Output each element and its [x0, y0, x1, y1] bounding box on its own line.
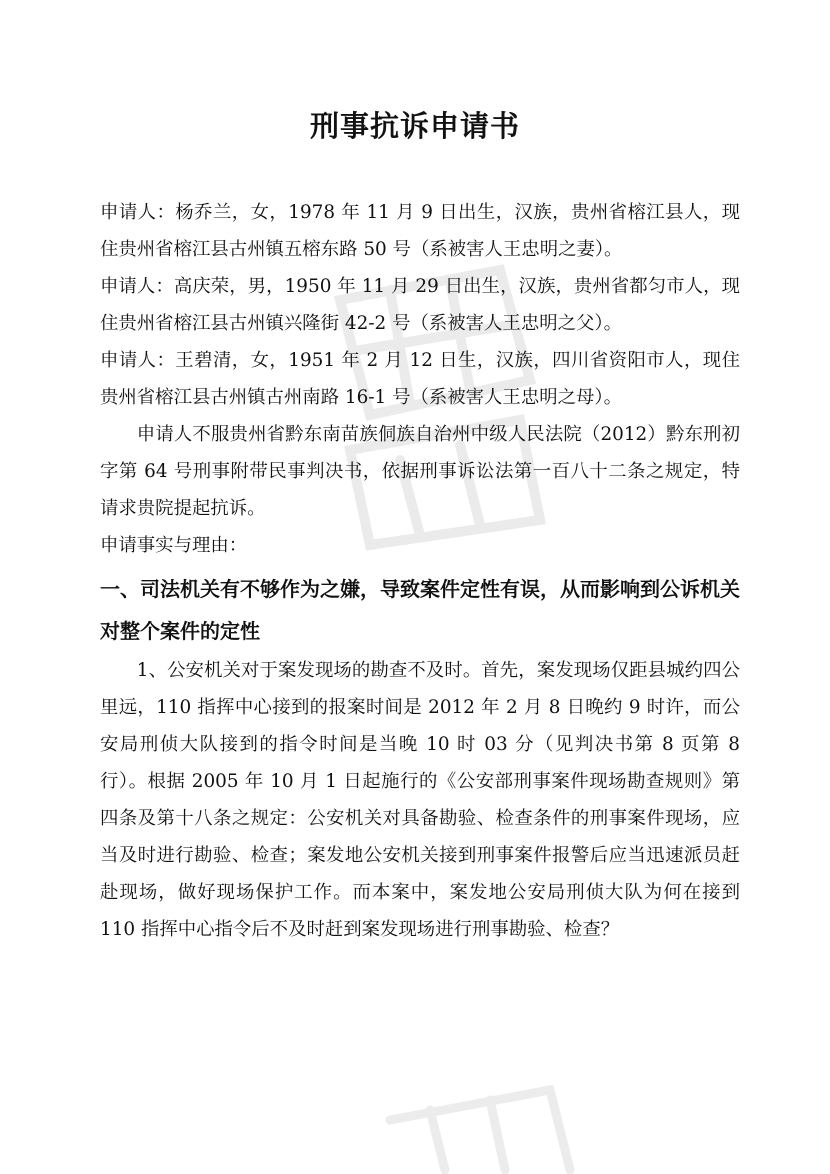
document-title: 刑事抗诉申请书: [309, 109, 520, 143]
request-paragraph: 申请人不服贵州省黔东南苗族侗族自治州中级人民法院（2012）黔东刑初字第 64 号刑事附带民事判决书，依据刑事诉讼法第一百八十二条之规定，特请求贵院提起抗诉。: [100, 424, 740, 519]
section-heading-1: 一、司法机关有不够作为之嫌，导致案件定性有误，从而影响到公诉机关对整个案件的定性: [100, 577, 740, 643]
watermark-corner-icon: [370, 1060, 590, 1174]
applicant-paragraph-3: 申请人：王碧清，女，1951 年 2 月 12 日生，汉族，四川省资阳市人，现住贵州省榕江县古州镇古州南路 16-1 号（系被害人王忠明之母）。: [100, 350, 740, 408]
applicant-paragraph-2: 申请人：高庆荣，男，1950 年 11 月 29 日出生，汉族，贵州省都匀市人，现住贵州省榕江县古州镇兴隆街 42-2 号（系被害人王忠明之父）。: [100, 276, 740, 334]
document-body: [100, 194, 740, 948]
facts-and-reasons-label: 申请事实与理由：: [100, 535, 248, 556]
point-1-paragraph: 1、公安机关对于案发现场的勘查不及时。首先，案发现场仅距县城约四公里远，110 指挥中心接到的报案时间是 2012 年 2 月 8 日晚约 9 时许，而公安局刑侦大队接到的指令时间是当晚 10 时 03 分（见判决书第 8 页第 8 行）。根据 2005 年 10 月 1 日起施行的《公安部刑事案件现场勘查规则》第四条及第十八条之规定：公安机关对具备勘验、检查条件的刑事案件现场，应当及时进行勘验、检查；案发地公安机关接到刑事案件报警后应当迅速派员赶赴现场，做好现场保护工作。而本案中，案发地公安局刑侦大队为何在接到 110 指挥中心指令后不及时赶到案发现场进行刑事勘验、检查？: [100, 660, 740, 940]
applicant-paragraph-1: 申请人：杨乔兰，女，1978 年 11 月 9 日出生，汉族，贵州省榕江县人，现住贵州省榕江县古州镇五榕东路 50 号（系被害人王忠明之妻）。: [100, 202, 740, 260]
